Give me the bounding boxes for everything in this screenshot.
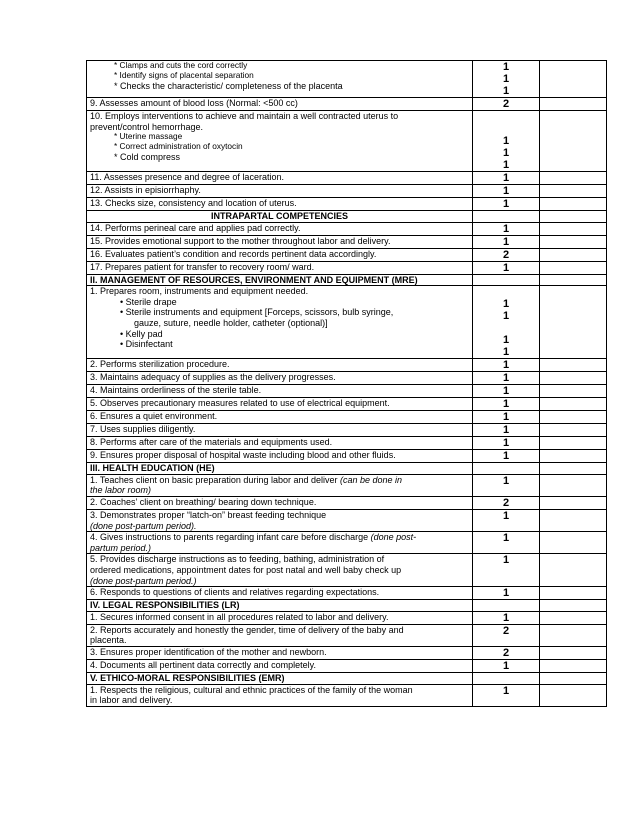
- criterion-cell: [87, 450, 473, 463]
- score-cell: [473, 61, 540, 98]
- criterion-text: 9. Assesses amount of blood loss (Normal: <500 cc): [90, 98, 298, 108]
- criterion-line: [90, 485, 469, 496]
- table-row: [87, 235, 607, 248]
- criterion-text: the labor room): [90, 485, 152, 496]
- score-value: 1: [502, 611, 510, 624]
- rating-blank-cell[interactable]: [540, 474, 607, 496]
- criterion-cell: [87, 248, 473, 261]
- criterion-text: gauze, suture, needle holder, catheter (optional)]: [134, 317, 328, 328]
- criterion-line: [90, 424, 469, 435]
- criterion-line: [90, 329, 469, 340]
- criterion-text: 1. Secures informed consent in all procedures related to labor and delivery.: [90, 611, 389, 622]
- criterion-text: 4. Documents all pertinent data correctly and completely.: [90, 659, 316, 670]
- score-cell: [473, 659, 540, 672]
- section-title: IV. LEGAL RESPONSIBILITIES (LR): [87, 600, 473, 612]
- rating-blank-cell[interactable]: [540, 222, 607, 235]
- table-row: [87, 684, 607, 706]
- score-value: 2: [502, 496, 510, 509]
- score-value: [476, 111, 536, 123]
- table-row: [87, 286, 607, 359]
- criterion-line: [90, 249, 469, 260]
- score-value: 1: [502, 411, 510, 424]
- rating-blank-cell[interactable]: [540, 211, 607, 223]
- criterion-text: 3. Maintains adequacy of supplies as the delivery progresses.: [90, 372, 336, 383]
- table-row: [87, 248, 607, 261]
- criterion-line: [90, 398, 469, 409]
- score-value: 1: [502, 235, 510, 248]
- criterion-text: 3. Demonstrates proper “latch-on” breast feeding technique: [90, 509, 327, 520]
- criterion-text: 15. Provides emotional support to the mother throughout labor and delivery.: [90, 235, 391, 246]
- score-value: 1: [502, 310, 510, 323]
- score-value: 1: [502, 509, 510, 522]
- score-value: 1: [502, 684, 510, 697]
- score-cell: [473, 185, 540, 198]
- criterion-cell: [87, 496, 473, 509]
- criterion-line: [90, 71, 469, 81]
- rating-blank-cell[interactable]: [540, 496, 607, 509]
- criterion-text: 9. Ensures proper disposal of hospital waste including blood and other fluids.: [90, 450, 396, 461]
- criterion-cell: [87, 587, 473, 600]
- table-row: [87, 98, 607, 111]
- table-row: [87, 261, 607, 274]
- rating-blank-cell[interactable]: [540, 385, 607, 398]
- rating-blank-cell[interactable]: [540, 248, 607, 261]
- criterion-text: ordered medications, appointment dates for post natal and well baby check up: [90, 564, 402, 575]
- score-value: 1: [502, 147, 510, 159]
- score-cell: [473, 411, 540, 424]
- table-row: [87, 450, 607, 463]
- criterion-line: [90, 297, 469, 308]
- score-value: 1: [502, 385, 510, 398]
- criterion-text: 12. Assists in episiorrhaphy.: [90, 185, 201, 195]
- score-value: 1: [502, 424, 510, 437]
- criterion-text: 6. Ensures a quiet environment.: [90, 411, 218, 422]
- criterion-text: (done post-partum period.): [90, 575, 197, 586]
- criterion-cell: [87, 372, 473, 385]
- score-value: [476, 123, 536, 135]
- criterion-text: 14. Performs perineal care and applies pad correctly.: [90, 222, 301, 233]
- rating-blank-cell[interactable]: [540, 185, 607, 198]
- criterion-text: • Kelly pad: [120, 328, 163, 339]
- rating-blank-cell[interactable]: [540, 359, 607, 372]
- table-row: [87, 372, 607, 385]
- rating-blank-cell[interactable]: [540, 235, 607, 248]
- score-cell: [473, 450, 540, 463]
- table-row: [87, 198, 607, 211]
- score-value: 1: [502, 372, 510, 385]
- criterion-line: [90, 647, 469, 658]
- rating-blank-cell[interactable]: [540, 274, 607, 286]
- score-value: 1: [502, 73, 510, 85]
- criterion-cell: [87, 684, 473, 706]
- criterion-line: [90, 554, 469, 565]
- criterion-text: 2. Reports accurately and honestly the gender, time of delivery of the baby and: [90, 624, 404, 635]
- rating-blank-cell[interactable]: [540, 372, 607, 385]
- rating-blank-cell[interactable]: [540, 646, 607, 659]
- table-row: [87, 398, 607, 411]
- table-row: [87, 411, 607, 424]
- criterion-cell: [87, 611, 473, 624]
- score-cell: [473, 398, 540, 411]
- criterion-line: [90, 497, 469, 508]
- criterion-cell: [87, 411, 473, 424]
- section-title: V. ETHICO-MORAL RESPONSIBILITIES (EMR): [87, 672, 473, 684]
- score-cell: [473, 235, 540, 248]
- score-cell: [473, 600, 540, 612]
- score-cell: [473, 437, 540, 450]
- criterion-text: in labor and delivery.: [90, 695, 173, 706]
- score-cell: [473, 248, 540, 261]
- criterion-line: [90, 635, 469, 646]
- table-row: [87, 646, 607, 659]
- section-title: III. HEALTH EDUCATION (HE): [87, 463, 473, 475]
- criterion-line: [90, 532, 469, 543]
- score-value: 2: [502, 646, 510, 659]
- table-row: [87, 424, 607, 437]
- criterion-line: [90, 359, 469, 370]
- criterion-line: [90, 475, 469, 486]
- criterion-cell: [87, 554, 473, 587]
- rating-blank-cell[interactable]: [540, 672, 607, 684]
- criterion-line: [90, 111, 469, 122]
- score-value: 2: [502, 98, 510, 110]
- criterion-text: 3. Ensures proper identification of the mother and newborn.: [90, 646, 327, 657]
- score-cell: [473, 111, 540, 172]
- criterion-cell: [87, 235, 473, 248]
- score-cell: [473, 684, 540, 706]
- criterion-line: [90, 262, 469, 273]
- score-value: 1: [502, 659, 510, 672]
- rating-blank-cell[interactable]: [540, 463, 607, 475]
- score-value: 1: [502, 554, 510, 567]
- criterion-cell: [87, 261, 473, 274]
- score-value: 1: [502, 172, 510, 184]
- subsection-title: INTRAPARTAL COMPETENCIES: [87, 211, 473, 223]
- criterion-line: [90, 81, 469, 92]
- table-row: [87, 385, 607, 398]
- criterion-line: [90, 372, 469, 383]
- criterion-line: [90, 565, 469, 576]
- criterion-text: 10. Employs interventions to achieve and maintain a well contracted uterus to: [90, 111, 399, 121]
- criterion-cell: [87, 185, 473, 198]
- score-cell: [473, 587, 540, 600]
- criterion-cell: [87, 398, 473, 411]
- score-value: 1: [502, 450, 510, 463]
- criterion-text: 11. Assesses presence and degree of laceration.: [90, 172, 284, 182]
- score-value: 1: [502, 346, 510, 359]
- table-row: [87, 437, 607, 450]
- criterion-text: * Clamps and cuts the cord correctly: [114, 60, 248, 70]
- rating-blank-cell[interactable]: [540, 624, 607, 646]
- criterion-line: [90, 695, 469, 706]
- score-value: 2: [502, 624, 510, 637]
- score-cell: [473, 509, 540, 531]
- section-header-row: [87, 600, 607, 612]
- criterion-cell: [87, 437, 473, 450]
- checklist-body: [87, 61, 607, 707]
- score-cell: [473, 424, 540, 437]
- criterion-cell: [87, 61, 473, 98]
- criterion-line: [90, 385, 469, 396]
- score-cell: [473, 496, 540, 509]
- score-value: 1: [502, 222, 510, 235]
- rating-blank-cell[interactable]: [540, 172, 607, 185]
- criterion-cell: [87, 474, 473, 496]
- rating-blank-cell[interactable]: [540, 98, 607, 111]
- criterion-text: * Correct administration of oxytocin: [114, 140, 243, 151]
- score-value: 1: [502, 198, 510, 210]
- criterion-text: 4. Gives instructions to parents regarding infant care before discharge: [90, 532, 371, 543]
- criterion-cell: [87, 624, 473, 646]
- score-cell: [473, 172, 540, 185]
- criterion-text: 2. Performs sterilization procedure.: [90, 359, 230, 370]
- criterion-cell: [87, 532, 473, 554]
- table-row: [87, 359, 607, 372]
- score-value: 1: [502, 85, 510, 97]
- criterion-line: [90, 625, 469, 636]
- criterion-line: [90, 510, 469, 521]
- criterion-line: [90, 576, 469, 587]
- table-row: [87, 509, 607, 531]
- criterion-text: 8. Performs after care of the materials and equipments used.: [90, 437, 333, 448]
- criterion-text: 1. Respects the religious, cultural and ethnic practices of the family of the woman: [90, 684, 413, 695]
- criterion-line: [90, 223, 469, 234]
- criterion-line: [90, 339, 469, 350]
- criterion-cell: [87, 359, 473, 372]
- score-cell: [473, 385, 540, 398]
- score-cell: [473, 624, 540, 646]
- criterion-text: • Sterile drape: [120, 296, 177, 307]
- section-header-row: [87, 211, 607, 223]
- criterion-cell: [87, 111, 473, 172]
- score-cell: [473, 554, 540, 587]
- table-row: [87, 474, 607, 496]
- criterion-line: [90, 286, 469, 297]
- score-cell: [473, 672, 540, 684]
- criterion-line: [90, 612, 469, 623]
- score-cell: [473, 222, 540, 235]
- criterion-line: [90, 411, 469, 422]
- criterion-cell: [87, 385, 473, 398]
- score-value: 1: [502, 261, 510, 274]
- rating-blank-cell[interactable]: [540, 61, 607, 98]
- section-header-row: [87, 672, 607, 684]
- criterion-cell: [87, 98, 473, 111]
- criterion-line: [90, 172, 469, 183]
- score-value: 2: [502, 248, 510, 261]
- score-value: 1: [502, 135, 510, 147]
- criterion-line: [90, 543, 469, 554]
- criterion-line: [90, 152, 469, 163]
- rating-blank-cell[interactable]: [540, 286, 607, 359]
- table-row: [87, 659, 607, 672]
- criterion-line: [90, 142, 469, 152]
- table-row: [87, 111, 607, 172]
- table-row: [87, 611, 607, 624]
- rating-blank-cell[interactable]: [540, 450, 607, 463]
- criterion-text: 1. Prepares room, instruments and equipment needed.: [90, 286, 309, 297]
- criterion-text: placenta.: [90, 635, 127, 646]
- table-row: [87, 496, 607, 509]
- table-row: [87, 222, 607, 235]
- score-value: [476, 286, 536, 298]
- section-header-row: [87, 274, 607, 286]
- criterion-cell: [87, 198, 473, 211]
- criterion-line: [90, 685, 469, 696]
- table-row: [87, 554, 607, 587]
- criterion-text: 2. Coaches’ client on breathing/ bearing down technique.: [90, 496, 317, 507]
- criterion-text: 5. Observes precautionary measures related to use of electrical equipment.: [90, 398, 390, 409]
- score-value: 1: [502, 185, 510, 197]
- criterion-line: [90, 660, 469, 671]
- criterion-cell: [87, 424, 473, 437]
- criterion-line: [90, 198, 469, 209]
- score-cell: [473, 98, 540, 111]
- criterion-text: * Cold compress: [114, 151, 181, 162]
- score-cell: [473, 198, 540, 211]
- score-value: 1: [502, 334, 510, 347]
- score-cell: [473, 646, 540, 659]
- score-value: 1: [502, 298, 510, 311]
- score-cell: [473, 474, 540, 496]
- rating-blank-cell[interactable]: [540, 587, 607, 600]
- criterion-line: [90, 450, 469, 461]
- criterion-line: [90, 318, 469, 329]
- criterion-cell: [87, 509, 473, 531]
- criterion-italic-note: (done post-: [370, 532, 417, 543]
- score-cell: [473, 463, 540, 475]
- score-value: [476, 322, 536, 334]
- score-value: 1: [502, 587, 510, 600]
- table-row: [87, 61, 607, 98]
- rating-blank-cell[interactable]: [540, 509, 607, 531]
- score-value: 1: [502, 159, 510, 171]
- criterion-line: [90, 521, 469, 532]
- rating-blank-cell[interactable]: [540, 684, 607, 706]
- criterion-text: 17. Prepares patient for transfer to recovery room/ ward.: [90, 261, 315, 272]
- score-value: 1: [502, 437, 510, 450]
- section-header-row: [87, 463, 607, 475]
- rating-blank-cell[interactable]: [540, 111, 607, 172]
- criterion-text: • Sterile instruments and equipment [Forceps, scissors, bulb syringe,: [120, 307, 394, 318]
- criterion-italic-note: (can be done in: [340, 474, 403, 485]
- criterion-cell: [87, 172, 473, 185]
- rating-blank-cell[interactable]: [540, 437, 607, 450]
- criterion-text: * Identify signs of placental separation: [114, 69, 254, 80]
- score-cell: [473, 372, 540, 385]
- criterion-text: (done post-partum period).: [90, 520, 197, 531]
- table-row: [87, 532, 607, 554]
- criterion-line: [90, 307, 469, 318]
- criterion-cell: [87, 659, 473, 672]
- criterion-line: [90, 236, 469, 247]
- score-value: 1: [502, 474, 510, 487]
- section-title: II. MANAGEMENT OF RESOURCES, ENVIRONMENT AND EQUIPMENT (MRE): [87, 274, 473, 286]
- criterion-line: [90, 185, 469, 196]
- criterion-cell: [87, 222, 473, 235]
- criterion-text: 13. Checks size, consistency and location of uterus.: [90, 198, 297, 208]
- score-cell: [473, 261, 540, 274]
- score-cell: [473, 611, 540, 624]
- rating-blank-cell[interactable]: [540, 659, 607, 672]
- criterion-text: 5. Provides discharge instructions as to feeding, bathing, administration of: [90, 554, 385, 565]
- criterion-text: 4. Maintains orderliness of the sterile table.: [90, 385, 262, 396]
- rating-blank-cell[interactable]: [540, 532, 607, 554]
- criterion-line: [90, 437, 469, 448]
- score-cell: [473, 286, 540, 359]
- rating-blank-cell[interactable]: [540, 261, 607, 274]
- checklist-table: [86, 60, 607, 707]
- rating-blank-cell[interactable]: [540, 411, 607, 424]
- criterion-text: * Checks the characteristic/ completeness of the placenta: [114, 80, 343, 91]
- rating-blank-cell[interactable]: [540, 398, 607, 411]
- score-cell: [473, 274, 540, 286]
- criterion-line: [90, 98, 469, 109]
- criterion-cell: [87, 646, 473, 659]
- table-row: [87, 172, 607, 185]
- score-value: 1: [502, 532, 510, 545]
- criterion-text: • Disinfectant: [120, 339, 173, 350]
- criterion-text: prevent/control hemorrhage.: [90, 121, 204, 132]
- criterion-text: 16. Evaluates patient’s condition and records pertinent data accordingly.: [90, 248, 377, 259]
- table-row: [87, 185, 607, 198]
- criterion-text: 7. Uses supplies diligently.: [90, 424, 196, 435]
- rating-blank-cell[interactable]: [540, 198, 607, 211]
- table-row: [87, 587, 607, 600]
- criterion-text: 6. Responds to questions of clients and relatives regarding expectations.: [90, 587, 380, 598]
- score-value: 1: [502, 398, 510, 411]
- score-value: 1: [502, 359, 510, 372]
- table-row: [87, 624, 607, 646]
- score-cell: [473, 359, 540, 372]
- score-cell: [473, 532, 540, 554]
- rating-blank-cell[interactable]: [540, 600, 607, 612]
- criterion-text: partum period.): [90, 542, 152, 553]
- criterion-cell: [87, 286, 473, 359]
- rating-blank-cell[interactable]: [540, 554, 607, 587]
- criterion-text: * Uterine massage: [114, 131, 183, 142]
- criterion-line: [90, 587, 469, 598]
- rating-blank-cell[interactable]: [540, 424, 607, 437]
- rating-blank-cell[interactable]: [540, 611, 607, 624]
- criterion-text: 1. Teaches client on basic preparation during labor and deliver: [90, 474, 340, 485]
- score-value: 1: [502, 61, 510, 73]
- score-cell: [473, 211, 540, 223]
